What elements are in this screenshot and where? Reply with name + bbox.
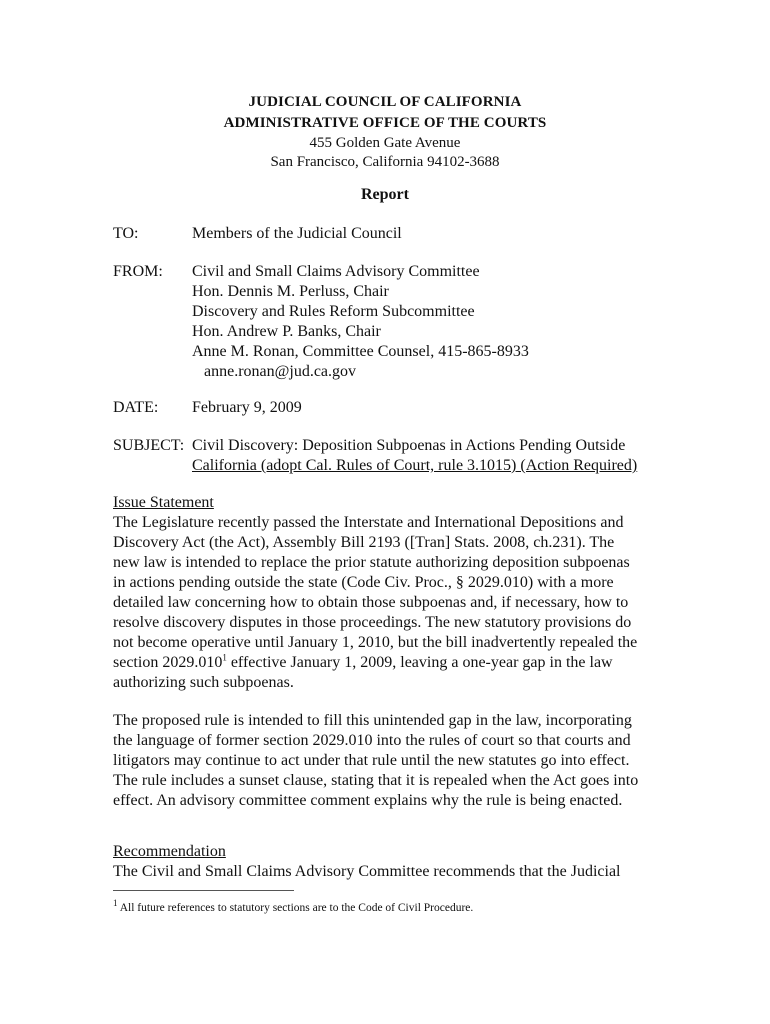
footnote-marker: 1 [113, 898, 118, 909]
subject-line-1: Civil Discovery: Deposition Subpoenas in Actions Pending Outside [192, 437, 626, 454]
issue-line: new law is intended to replace the prior statute authorizing deposition subpoenas [113, 554, 630, 571]
issue-line: Discovery Act (the Act), Assembly Bill 2193 ([Tran] Stats. 2008, ch.231). The [113, 534, 615, 551]
subject-line-2: California (adopt Cal. Rules of Court, rule 3.1015) (Action Required) [192, 457, 638, 474]
memo-from-value [192, 262, 529, 382]
footnote-reference: 1 [222, 652, 227, 663]
from-line: Anne M. Ronan, Committee Counsel, 415-865-8933 [192, 343, 529, 360]
report-title: Report [361, 186, 409, 203]
memo-date-value: February 9, 2009 [192, 399, 302, 416]
letterhead-line-1: JUDICIAL COUNCIL OF CALIFORNIA [248, 94, 522, 110]
footnote-divider [113, 890, 294, 891]
from-line: Hon. Dennis M. Perluss, Chair [192, 283, 389, 300]
proposed-line: The rule includes a sunset clause, stating that it is repealed when the Act goes into [113, 772, 639, 789]
memo-subject-label: SUBJECT: [113, 437, 185, 454]
memo-from-label: FROM: [113, 263, 163, 280]
issue-line-part: effective January 1, 2009, leaving a one-year gap in the law [226, 654, 613, 671]
issue-line: resolve discovery disputes in those proceedings. The new statutory provisions do [113, 614, 632, 631]
from-line: Hon. Andrew P. Banks, Chair [192, 323, 381, 340]
recommendation-line: The Civil and Small Claims Advisory Committee recommends that the Judicial [113, 863, 621, 880]
memo-to-label: TO: [113, 225, 139, 242]
proposed-line: litigators may continue to act under that rule until the new statutes go into effect. [113, 752, 630, 769]
proposed-line: effect. An advisory committee comment explains why the rule is being enacted. [113, 792, 623, 809]
issue-line: in actions pending outside the state (Code Civ. Proc., § 2029.010) with a more [113, 574, 614, 591]
footnote-text: All future references to statutory sections are to the Code of Civil Procedure. [117, 902, 474, 914]
memo-to-value: Members of the Judicial Council [192, 225, 402, 242]
issue-line: not become operative until January 1, 2010, but the bill inadvertently repealed the [113, 634, 638, 651]
letterhead-line-2: ADMINISTRATIVE OFFICE OF THE COURTS [223, 115, 547, 131]
issue-line-part: section 2029.010 [113, 654, 223, 671]
footnote [113, 898, 474, 916]
letterhead-city: San Francisco, California 94102-3688 [270, 154, 500, 170]
issue-line: The Legislature recently passed the Interstate and International Depositions and [113, 514, 624, 531]
counsel-email: anne.ronan@jud.ca.gov [204, 363, 357, 380]
proposed-rule-paragraph [113, 711, 658, 811]
issue-line: detailed law concerning how to obtain those subpoenas and, if necessary, how to [113, 594, 629, 611]
issue-statement-section [113, 493, 658, 693]
memo-date-label: DATE: [113, 399, 159, 416]
issue-line: authorizing such subpoenas. [113, 674, 294, 691]
from-line: Discovery and Rules Reform Subcommittee [192, 303, 475, 320]
letterhead-address: 455 Golden Gate Avenue [309, 135, 461, 151]
issue-line-footnoted [113, 653, 658, 673]
memo-subject-value [192, 436, 637, 476]
from-line: Civil and Small Claims Advisory Committee [192, 263, 480, 280]
recommendation-section [113, 842, 658, 882]
letterhead [0, 92, 770, 172]
proposed-line: The proposed rule is intended to fill this unintended gap in the law, incorporating [113, 712, 632, 729]
issue-statement-heading: Issue Statement [113, 494, 214, 511]
proposed-line: the language of former section 2029.010 into the rules of court so that courts and [113, 732, 631, 749]
recommendation-heading: Recommendation [113, 843, 226, 860]
